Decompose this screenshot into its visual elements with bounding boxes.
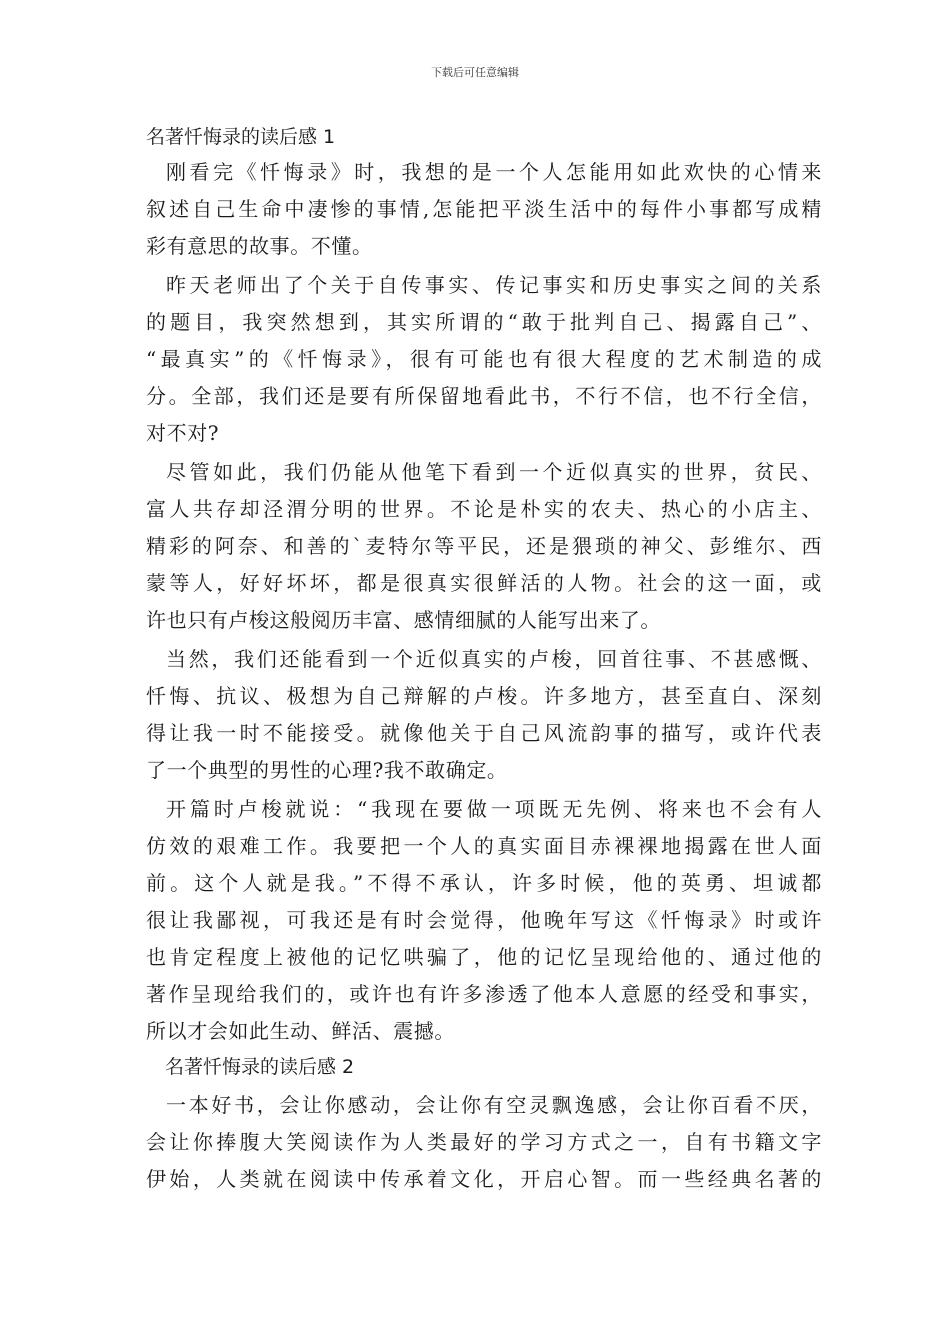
- text-line: 仿效的艰难工作。我要把一个人的真实面目赤裸裸地揭露在世人面: [146, 834, 822, 858]
- text-line: 精彩的阿奈、和善的`麦特尔等平民，还是猥琐的神父、彭维尔、西: [146, 534, 822, 558]
- section-title: 名著忏悔录的读后感 2: [165, 1056, 355, 1078]
- text-line: 分。全部，我们还是要有所保留地看此书，不行不信，也不行全信，: [146, 384, 822, 408]
- text-line: 许也只有卢梭这般阅历丰富、感情细腻的人能写出来了。: [146, 608, 661, 632]
- text-line: 当然，我们还能看到一个近似真实的卢梭，回首往事、不甚感慨、: [166, 647, 822, 671]
- text-line: 了一个典型的男性的心理?我不敢确定。: [146, 758, 508, 782]
- text-line: 开篇时卢梭就说：“我现在要做一项既无先例、将来也不会有人: [166, 797, 822, 821]
- text-line: “最真实”的《忏悔录》，很有可能也有很大程度的艺术制造的成: [146, 347, 822, 371]
- text-line: 也肯定程度上被他的记忆哄骗了，他的记忆呈现给他的、通过他的: [146, 945, 822, 969]
- text-line: 蒙等人，好好坏坏，都是很真实很鲜活的人物。社会的这一面，或: [146, 571, 822, 595]
- text-line: 叙述自己生命中凄惨的事情,怎能把平淡生活中的每件小事都写成精: [146, 197, 822, 221]
- text-line: 昨天老师出了个关于自传事实、传记事实和历史事实之间的关系: [166, 273, 822, 297]
- text-line: 彩有意思的故事。不懂。: [146, 234, 373, 258]
- text-line: 很让我鄙视，可我还是有时会觉得，他晚年写这《忏悔录》时或许: [146, 908, 822, 932]
- text-line: 伊始，人类就在阅读中传承着文化，开启心智。而一些经典名著的: [146, 1167, 822, 1191]
- text-line: 会让你捧腹大笑阅读作为人类最好的学习方式之一，自有书籍文字: [146, 1130, 822, 1154]
- page-header: 下载后可任意编辑: [431, 66, 519, 79]
- text-line: 一本好书，会让你感动，会让你有空灵飘逸感，会让你百看不厌，: [166, 1093, 822, 1117]
- text-line: 前。这个人就是我。”不得不承认，许多时候，他的英勇、坦诚都: [146, 871, 822, 895]
- text-line: 对不对?: [146, 421, 220, 445]
- text-line: 的题目，我突然想到，其实所谓的“敢于批判自己、揭露自己”、: [146, 310, 822, 334]
- text-line: 尽管如此，我们仍能从他笔下看到一个近似真实的世界，贫民、: [166, 460, 822, 484]
- text-line: 得让我一时不能接受。就像他关于自己风流韵事的描写，或许代表: [146, 721, 822, 745]
- text-line: 著作呈现给我们的，或许也有许多渗透了他本人意愿的经受和事实，: [146, 982, 822, 1006]
- text-line: 忏悔、抗议、极想为自己辩解的卢梭。许多地方，甚至直白、深刻: [146, 684, 822, 708]
- section-title: 名著忏悔录的读后感 1: [146, 126, 336, 148]
- text-line: 富人共存却泾渭分明的世界。不论是朴实的农夫、热心的小店主、: [146, 497, 822, 521]
- text-line: 所以才会如此生动、鲜活、震撼。: [146, 1019, 455, 1043]
- text-line: 刚看完《忏悔录》时，我想的是一个人怎能用如此欢快的心情来: [166, 160, 822, 184]
